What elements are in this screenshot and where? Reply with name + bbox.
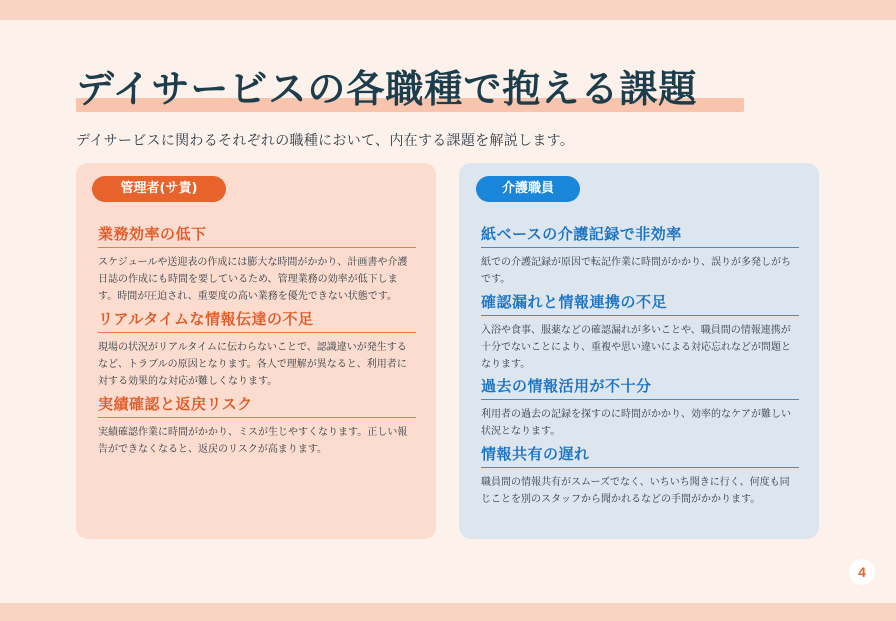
page-number-badge <box>849 559 875 585</box>
issue-heading: 過去の情報活用が不十分 <box>481 375 799 400</box>
issue-section <box>481 291 799 373</box>
issue-section <box>481 223 799 288</box>
issue-section <box>98 393 416 458</box>
issue-body: スケジュールや送迎表の作成には膨大な時間がかかり、計画書や介護日誌の作成にも時間を要しているため、管理業務の効率が低下します。時間が圧迫され、重要度の高い業務を優先できない状態です。 <box>98 257 408 302</box>
issue-section <box>481 375 799 440</box>
issue-section <box>98 308 416 390</box>
care-staff-card <box>459 163 819 539</box>
issue-heading: 確認漏れと情報連携の不足 <box>481 291 799 316</box>
page-number: 4 <box>858 564 866 580</box>
issue-heading: リアルタイムな情報伝達の不足 <box>98 308 416 333</box>
top-band <box>0 0 896 20</box>
manager-badge: 管理者(サ責) <box>92 176 226 202</box>
issue-body: 入浴や食事、服薬などの確認漏れが多いことや、職員間の情報連携が十分でないことにより、重複や思い違いによる対応忘れなどが問題となります。 <box>481 325 791 370</box>
issue-heading: 情報共有の遅れ <box>481 443 799 468</box>
page-subtitle: デイサービスに関わるそれぞれの職種において、内在する課題を解説します。 <box>76 133 575 149</box>
issue-body: 利用者の過去の記録を探すのに時間がかかり、効率的なケアが難しい状況となります。 <box>481 409 791 437</box>
care-staff-badge: 介護職員 <box>476 176 580 202</box>
issue-heading: 紙ベースの介護記録で非効率 <box>481 223 799 248</box>
manager-card <box>76 163 436 539</box>
issue-body: 職員間の情報共有がスムーズでなく、いちいち聞きに行く、何度も同じことを別のスタッフから聞かれるなどの手間がかかります。 <box>481 477 790 505</box>
issue-body: 実績確認作業に時間がかかり、ミスが生じやすくなります。正しい報告ができなくなると、返戻のリスクが高まります。 <box>98 427 408 455</box>
bottom-band <box>0 603 896 621</box>
issue-heading: 実績確認と返戻リスク <box>98 393 416 418</box>
issue-body: 紙での介護記録が原因で転記作業に時間がかかり、誤りが多発しがちです。 <box>481 257 791 285</box>
issue-heading: 業務効率の低下 <box>98 223 416 248</box>
issue-section <box>481 443 799 508</box>
issue-body: 現場の状況がリアルタイムに伝わらないことで、認識違いが発生するなど、トラブルの原因となります。各人で理解が異なると、利用者に対する効果的な対応が難しくなります。 <box>98 342 407 387</box>
page-title: デイサービスの各職種で抱える課題 <box>76 67 698 111</box>
issue-section <box>98 223 416 305</box>
title-block <box>76 64 748 116</box>
